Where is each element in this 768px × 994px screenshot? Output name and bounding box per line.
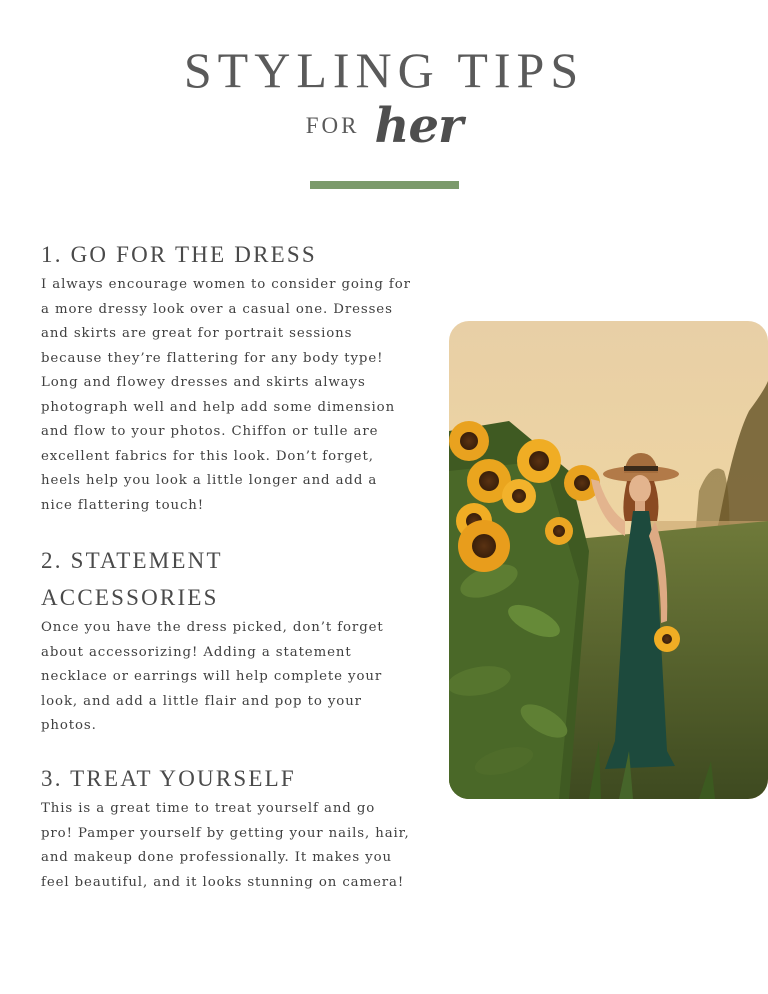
tip-section-dress bbox=[41, 236, 411, 518]
tip-body: Once you have the dress picked, don’t forget about accessorizing! Adding a statement necklace or earrings will help complete your look, and add a little flair and pop to your photos. bbox=[41, 620, 384, 733]
subtitle-her: her bbox=[374, 98, 463, 154]
tip-heading: 1. GO FOR THE DRESS bbox=[41, 242, 317, 267]
tip-section-accessories bbox=[41, 542, 411, 739]
subtitle-for: FOR bbox=[305, 113, 360, 138]
tip-body: I always encourage women to consider going for a more dressy look over a casual one. Dresses and skirts are great for portrait sessions because they’re flattering for any body type! Long and flowey dresses and skirts always photograph well and help add some dimension and flow to your photos. Chiffon or tulle are excellent fabrics for this look. Don’t forget, heels help you look a little longer and add a nice flattering touch! bbox=[41, 277, 411, 513]
tip-heading: 3. TREAT YOURSELF bbox=[41, 766, 296, 791]
tip-body: This is a great time to treat yourself and go pro! Pamper yourself by getting your nails, hair, and makeup done professionally. It makes you feel beautiful, and it looks stunning on camera! bbox=[41, 801, 410, 890]
accent-divider bbox=[310, 181, 459, 189]
sunflower-portrait-image bbox=[449, 321, 768, 799]
page-title: STYLING TIPS bbox=[183, 42, 585, 98]
tip-section-treat bbox=[41, 760, 411, 895]
page-subtitle bbox=[0, 98, 768, 158]
tip-heading: 2. STATEMENT ACCESSORIES bbox=[41, 548, 223, 610]
